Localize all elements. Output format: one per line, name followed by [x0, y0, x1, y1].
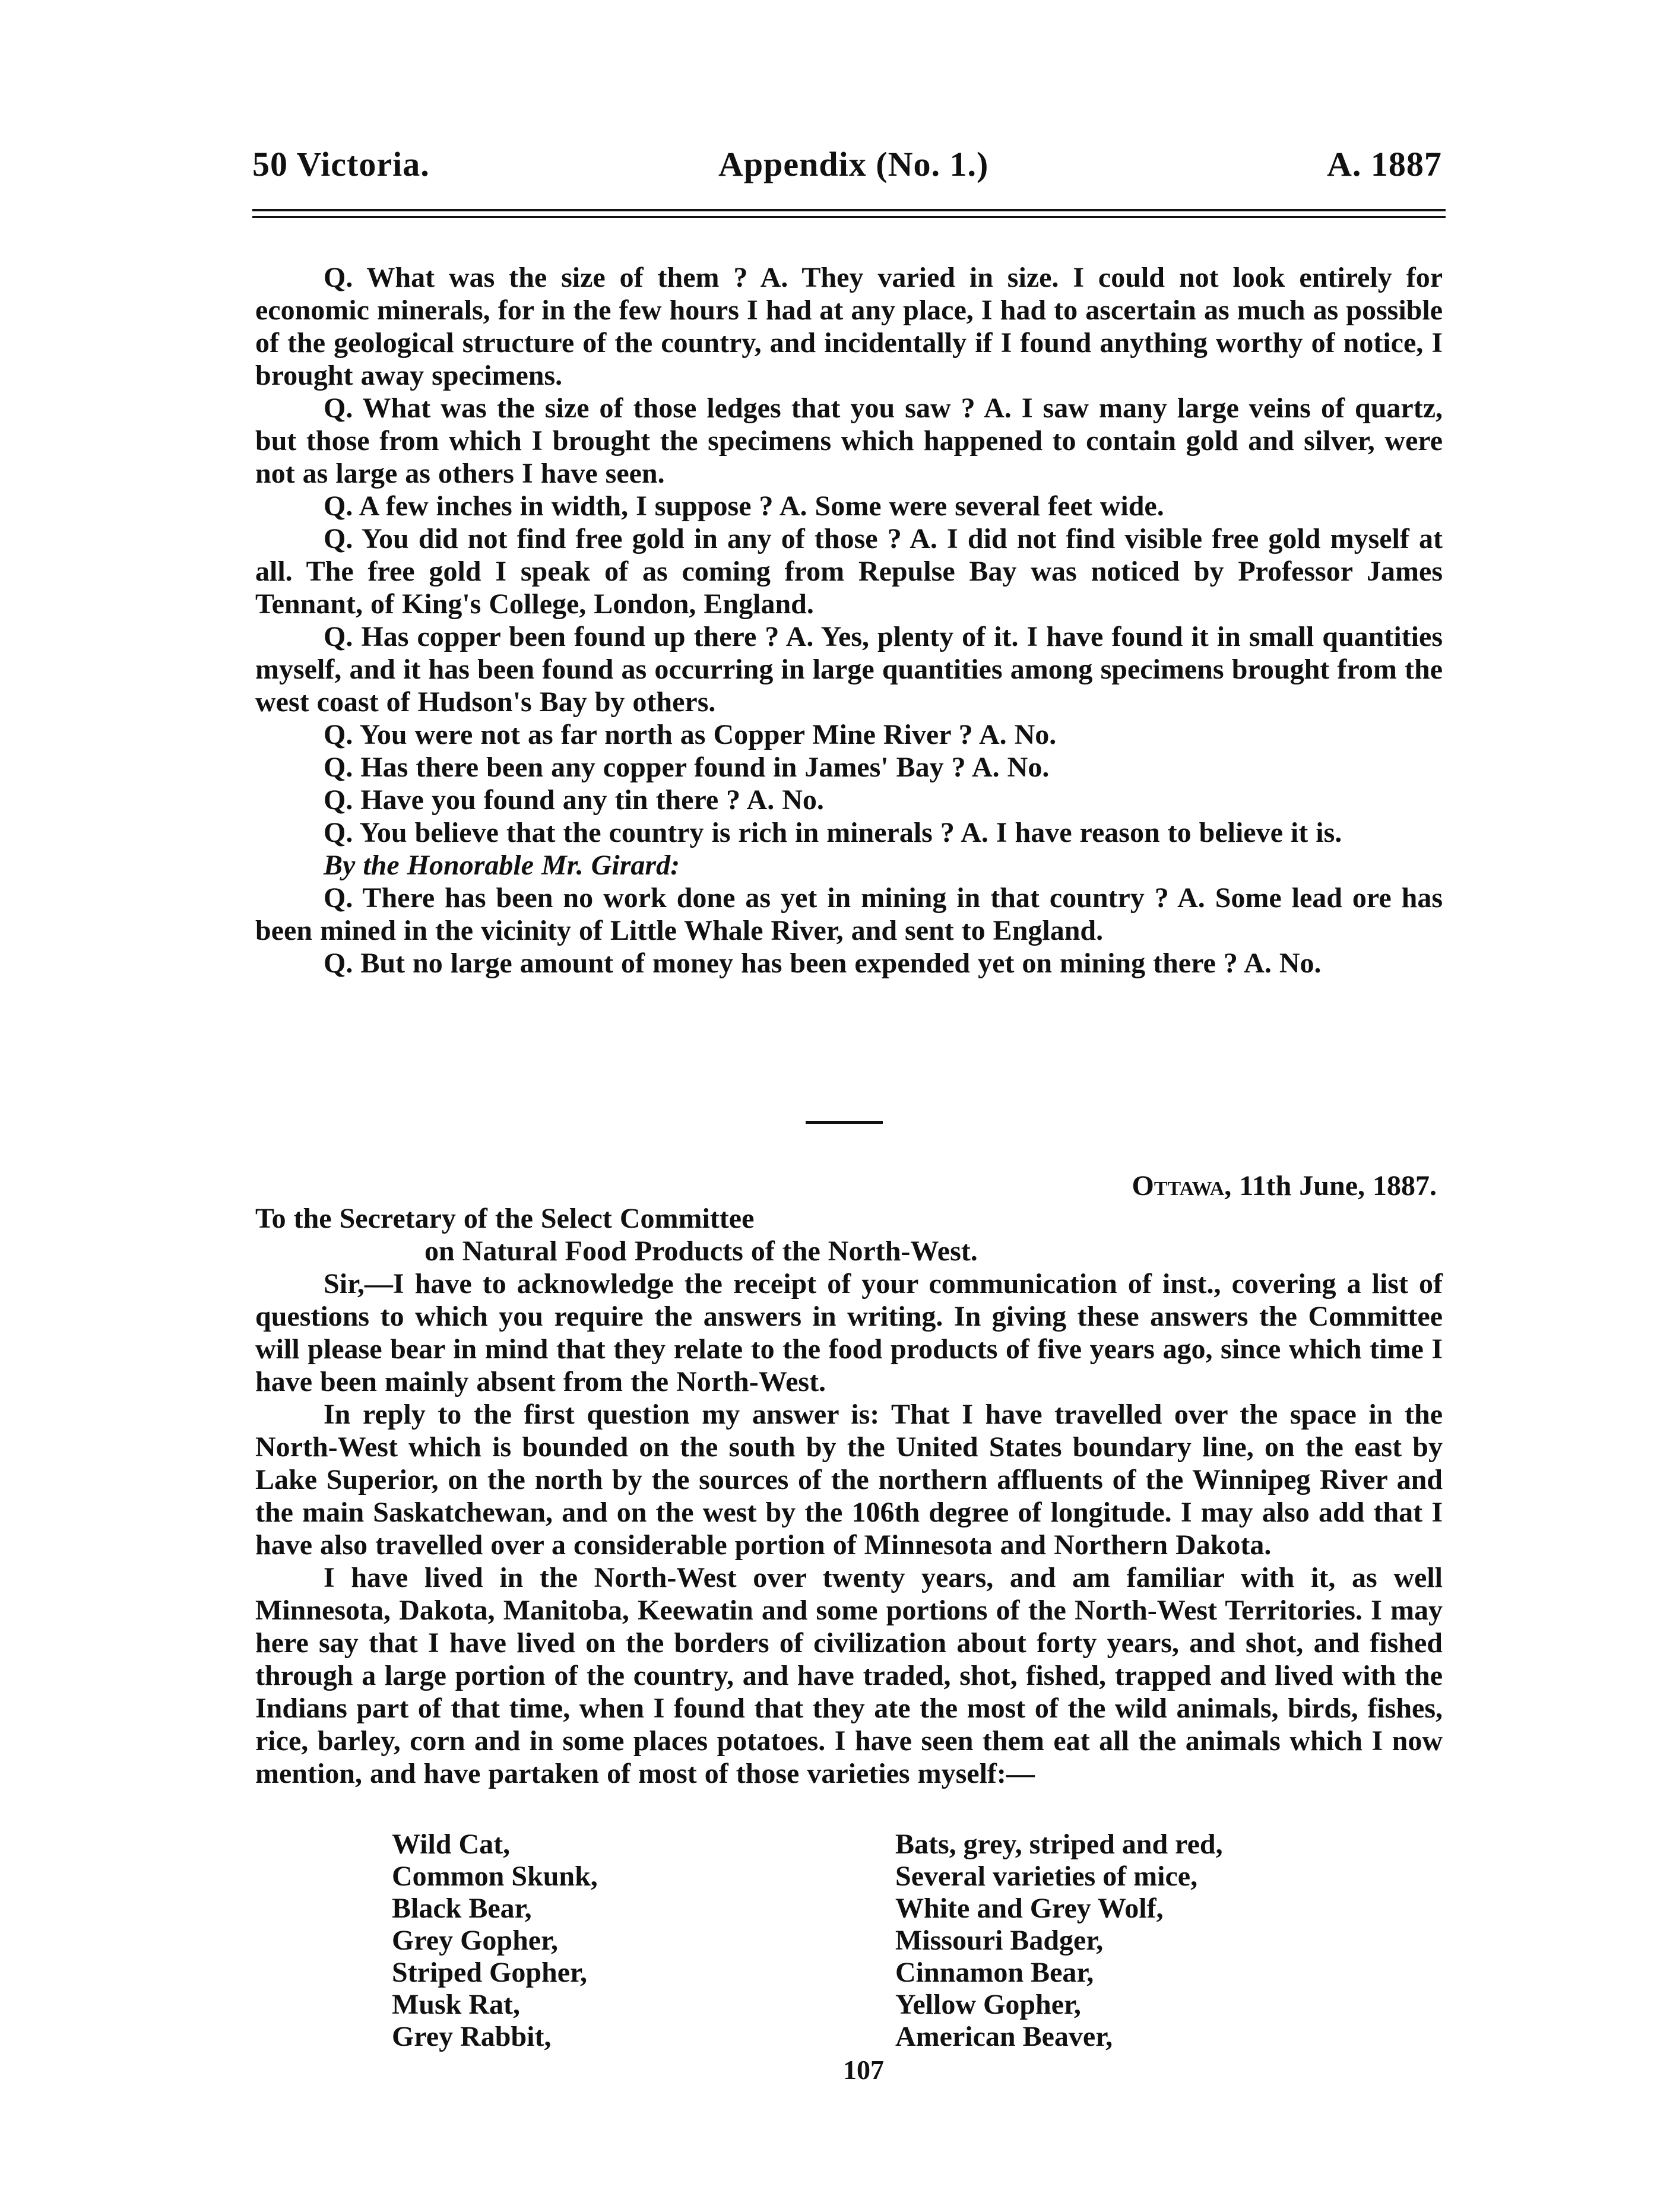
header-year: A. 1887	[1327, 145, 1442, 183]
animal-item: Wild Cat,	[392, 1828, 511, 1860]
animal-list-right	[895, 1828, 1223, 2053]
animal-item: White and Grey Wolf,	[895, 1893, 1164, 1924]
letter-date: 11th June, 1887.	[1239, 1170, 1437, 1202]
testimony-paragraph: Q. But no large amount of money has been expended yet on mining there ? A. No.	[324, 947, 1322, 979]
animal-item: American Beaver,	[895, 2021, 1113, 2052]
animal-item: Grey Gopher,	[392, 1925, 559, 1956]
animal-item: Yellow Gopher,	[895, 1989, 1081, 2020]
speaker-heading: By the Honorable Mr. Girard:	[324, 850, 680, 881]
animal-item: Common Skunk,	[392, 1861, 598, 1892]
letter-address-line-1: To the Secretary of the Select Committee	[255, 1203, 755, 1234]
letter-paragraph: In reply to the first question my answer is: That I have travelled over the space in the North-West which is bounded on the south by the United States boundary line, on the east by Lake Superior, on the north by the sources of the northern affluents of the Winnipeg River and the main Saskatchewan, and on the west by the 106th degree of longitude. I may also add that I have also travelled over a considerable portion of Minnesota and Northern Dakota.	[255, 1399, 1443, 1561]
letter-block	[255, 1170, 1443, 1790]
animal-list-left	[392, 1828, 598, 2053]
page-number: 107	[843, 2055, 884, 2085]
testimony-paragraph: Q. What was the size of them ? A. They varied in size. I could not look entirely for economic minerals, for in the few hours I had at any place, I had to ascertain as much as possible of the geological structure of the country, and incidentally if I found anything worthy of notice, I brought away specimens.	[255, 262, 1443, 391]
section-divider	[806, 1121, 883, 1124]
animal-item: Bats, grey, striped and red,	[895, 1828, 1223, 1860]
header-appendix: Appendix (No. 1.)	[718, 145, 989, 183]
testimony-paragraph: Q. Have you found any tin there ? A. No.	[324, 784, 824, 816]
testimony-paragraph: Q. You did not find free gold in any of those ? A. I did not find visible free gold myself at all. The free gold I speak of as coming from Repulse Bay was noticed by Professor James Tennant, of King's College, London, England.	[255, 523, 1443, 620]
testimony-paragraph: Q. Has copper been found up there ? A. Yes, plenty of it. I have found it in small quantities myself, and it has been found as occurring in large quantities among specimens brought from the west coast of Hudson's Bay by others.	[255, 621, 1443, 718]
animal-item: Grey Rabbit,	[392, 2021, 552, 2052]
animal-item: Missouri Badger,	[895, 1925, 1104, 1956]
animal-item: Cinnamon Bear,	[895, 1957, 1094, 1988]
testimony-paragraph: Q. You believe that the country is rich in minerals ? A. I have reason to believe it is.	[324, 817, 1342, 848]
animal-item: Striped Gopher,	[392, 1957, 587, 1988]
animal-item: Musk Rat,	[392, 1989, 521, 2020]
header-session: 50 Victoria.	[252, 145, 430, 183]
animal-item: Several varieties of mice,	[895, 1861, 1198, 1892]
testimony-paragraph: Q. There has been no work done as yet in mining in that country ? A. Some lead ore has been mined in the vicinity of Little Whale River, and sent to England.	[255, 882, 1443, 946]
letter-paragraph: I have lived in the North-West over twenty years, and am familiar with it, as well Minnesota, Dakota, Manitoba, Keewatin and some portions of the North-West Territories. I may here say that I have lived on the borders of civilization about forty years, and shot, and fished through a large portion of the country, and have traded, shot, fished, trapped and lived with the Indians part of that time, when I found that they ate the most of the wild animals, birds, fishes, rice, barley, corn and in some places potatoes. I have seen them eat all the animals which I now mention, and have partaken of most of those varieties myself:—	[255, 1562, 1443, 1789]
testimony-paragraph: Q. What was the size of those ledges that you saw ? A. I saw many large veins of quartz, but those from which I brought the specimens which happened to contain gold and silver, were not as large as others I have seen.	[255, 392, 1443, 489]
testimony-paragraph: Q. Has there been any copper found in James' Bay ? A. No.	[324, 752, 1050, 783]
header-rule-bottom	[252, 216, 1446, 218]
testimony-block	[255, 261, 1443, 980]
animal-item: Black Bear,	[392, 1893, 532, 1924]
letter-dateline	[255, 1170, 1443, 1202]
letter-place: Ottawa,	[1132, 1170, 1232, 1202]
letter-paragraph: Sir,—I have to acknowledge the receipt of your communication of inst., covering a list of questions to which you require the answers in writing. In giving these answers the Committee will please bear in mind that they relate to the food products of five years ago, since which time I have been mainly absent from the North-West.	[255, 1268, 1443, 1397]
letter-address-line-2: on Natural Food Products of the North-West.	[424, 1235, 978, 1267]
header-rule-top	[252, 209, 1446, 211]
testimony-paragraph: Q. A few inches in width, I suppose ? A. Some were several feet wide.	[324, 490, 1164, 522]
testimony-paragraph: Q. You were not as far north as Copper Mine River ? A. No.	[324, 719, 1057, 750]
